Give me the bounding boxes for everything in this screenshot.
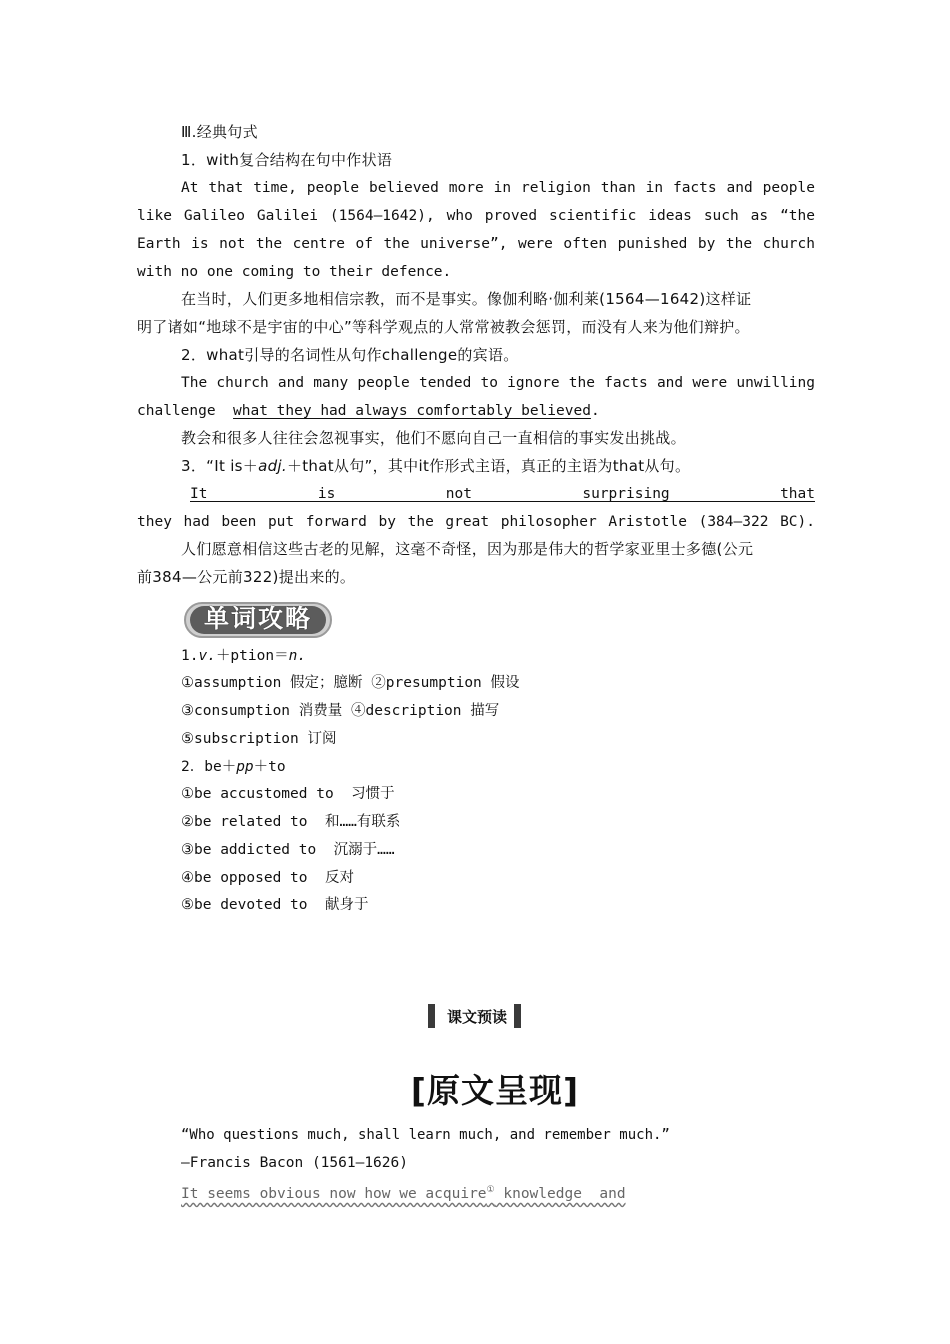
vocab-rule-1 — [181, 646, 815, 666]
bacon-quote: “Who questions much, shall learn much, and remember much.” — [181, 1127, 670, 1143]
footnote-marker: ① — [486, 1185, 495, 1195]
pattern-3-title-post: ＋that从句”，其中it作形式主语，真正的主语为that从句。 — [286, 457, 691, 475]
passage-first-line — [181, 1180, 815, 1204]
vocab-rule-2-item-a: ①be accustomed to 习惯于 — [181, 786, 395, 802]
example-1-zh-line-2: 明了诸如“地球不是宇宙的中心”等科学观点的人常常被教会惩罚，而没有人来为他们辩护。 — [137, 318, 750, 336]
vocab-badge — [184, 600, 334, 640]
example-1-en-line-4: with no one coming to their defence. — [137, 264, 452, 280]
reading-section-label: 课文预读 — [446, 1008, 507, 1026]
vocab-rule-1-list-c: ⑤subscription 订阅 — [181, 731, 337, 747]
vocab-badge-label: 单词攻略 — [203, 604, 312, 633]
example-3-zh-line-1: 人们愿意相信这些古老的见解，这毫不奇怪，因为那是伟大的哲学家亚里士多德(公元 — [181, 540, 754, 558]
passage-text-pre: It seems obvious now how we acquire — [181, 1185, 487, 1202]
example-3-en-line-1 — [190, 484, 815, 504]
example-1-zh-line-1: 在当时，人们更多地相信宗教，而不是事实。像伽利略·伽利莱(1564—1642)这样证 — [181, 290, 752, 308]
section-bar-left — [428, 1004, 435, 1028]
vocab-rule-1-list-a: ①assumption 假定；臆断 ②presumption 假设 — [181, 675, 520, 691]
example-1-en-line-3: Earth is not the centre of the universe”, were often punished by the church — [137, 236, 815, 252]
pattern-2-title: 2．what引导的名词性从句作challenge的宾语。 — [181, 346, 519, 364]
passage-text-post: knowledge and — [494, 1185, 626, 1202]
example-2-period: . — [590, 403, 600, 419]
example-3-underlined-phrase: It is not surprising that — [190, 486, 815, 502]
vocab-rule-2-post: ＋to — [253, 759, 286, 775]
example-2-underlined-clause: what they had always comfortably believed — [233, 403, 591, 419]
quote-author: —Francis Bacon (1561—1626) — [181, 1155, 408, 1171]
vocab-rule-2-item-b: ②be related to 和……有联系 — [181, 814, 401, 830]
vocab-rule-2 — [181, 757, 815, 777]
example-1-en-line-2: like Galileo Galilei (1564—1642), who proved scientific ideas such as “the — [137, 208, 815, 224]
vocab-rule-2-pre: 2．be＋ — [181, 759, 237, 775]
vocab-rule-2-item-c: ③be addicted to 沉溺于…… — [181, 842, 395, 858]
vocab-rule-1-mid: ＋ption＝ — [215, 648, 289, 664]
vocab-rule-2-item-e: ⑤be devoted to 献身于 — [181, 897, 369, 913]
example-2-zh-line-1: 教会和很多人往往会忽视事实，他们不愿向自己一直相信的事实发出挑战。 — [181, 429, 686, 447]
example-3-en-line-2: they had been put forward by the great philosopher Aristotle (384—322 BC). — [137, 514, 815, 530]
pattern-3-title-adj: adj. — [258, 457, 287, 475]
vocab-rule-1-v: v. — [198, 648, 216, 664]
example-2-en-line-2 — [137, 401, 815, 421]
vocab-rule-2-item-d: ④be opposed to 反对 — [181, 870, 354, 886]
pattern-1-title: 1．with复合结构在句中作状语 — [181, 151, 393, 169]
example-2-prefix: challenge — [137, 403, 234, 419]
section-bar-right — [514, 1004, 521, 1028]
vocab-rule-2-pp: pp — [236, 759, 254, 775]
vocab-rule-1-num: 1. — [181, 648, 199, 664]
vocab-rule-1-n: n. — [288, 648, 307, 664]
example-3-zh-line-2: 前384—公元前322)提出来的。 — [137, 568, 356, 586]
section-heading: Ⅲ.经典句式 — [181, 123, 258, 141]
example-1-en-line-1: At that time, people believed more in religion than in facts and people — [181, 180, 815, 196]
reading-title: [原文呈现] — [410, 1071, 580, 1110]
pattern-3-title-pre: 3．“It is＋ — [181, 457, 259, 475]
vocab-rule-1-list-b: ③consumption 消费量 ④description 描写 — [181, 703, 500, 719]
example-2-en-line-1: The church and many people tended to ignore the facts and were unwilling — [181, 375, 815, 391]
pattern-3-title — [181, 456, 815, 476]
